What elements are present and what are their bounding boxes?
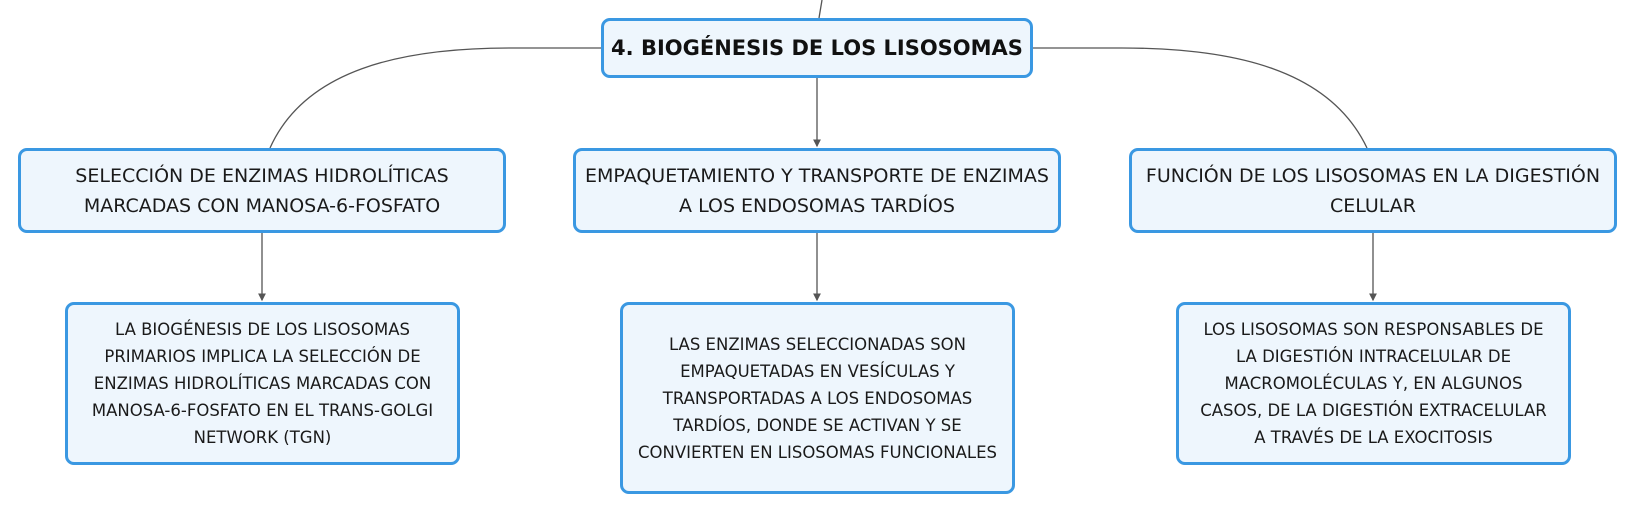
detail-node-packaging-transport[interactable] [620, 302, 1015, 494]
detail-node-text: LA BIOGÉNESIS DE LOS LISOSOMAS PRIMARIOS IMPLICA LA SELECCIÓN DE ENZIMAS HIDROLÍTICAS MARCADAS CON MANOSA-6-FOSFATO EN EL TRANS-GOLGI NETWORK (TGN) [91, 320, 434, 447]
topic-node-label: EMPAQUETAMIENTO Y TRANSPORTE DE ENZIMAS A LOS ENDOSOMAS TARDÍOS [585, 164, 1049, 217]
incoming-connector [819, 0, 822, 18]
connector-root-topic-3 [1033, 48, 1367, 148]
detail-node-text: LOS LISOSOMAS SON RESPONSABLES DE LA DIGESTIÓN INTRACELULAR DE MACROMOLÉCULAS Y, EN ALGUNOS CASOS, DE LA DIGESTIÓN EXTRACELULAR A TRAVÉS DE LA EXOCITOSIS [1200, 320, 1547, 447]
topic-node-label: SELECCIÓN DE ENZIMAS HIDROLÍTICAS MARCADAS CON MANOSA-6-FOSFATO [75, 164, 449, 217]
root-node[interactable] [601, 18, 1033, 78]
topic-node-packaging-transport[interactable] [573, 148, 1061, 233]
topic-node-enzyme-selection[interactable] [18, 148, 506, 233]
topic-node-label: FUNCIÓN DE LOS LISOSOMAS EN LA DIGESTIÓN CELULAR [1145, 164, 1601, 217]
detail-node-text: LAS ENZIMAS SELECCIONADAS SON EMPAQUETADAS EN VESÍCULAS Y TRANSPORTADAS A LOS ENDOSOMAS TARDÍOS, DONDE SE ACTIVAN Y SE CONVIERTEN EN LISOSOMAS FUNCIONALES [637, 334, 998, 462]
root-node-label: 4. BIOGÉNESIS DE LOS LISOSOMAS [611, 36, 1023, 60]
topic-node-lysosome-function[interactable] [1129, 148, 1617, 233]
connector-root-topic-1 [270, 48, 601, 148]
detail-node-lysosome-function[interactable] [1176, 302, 1571, 465]
detail-node-enzyme-selection[interactable] [65, 302, 460, 465]
